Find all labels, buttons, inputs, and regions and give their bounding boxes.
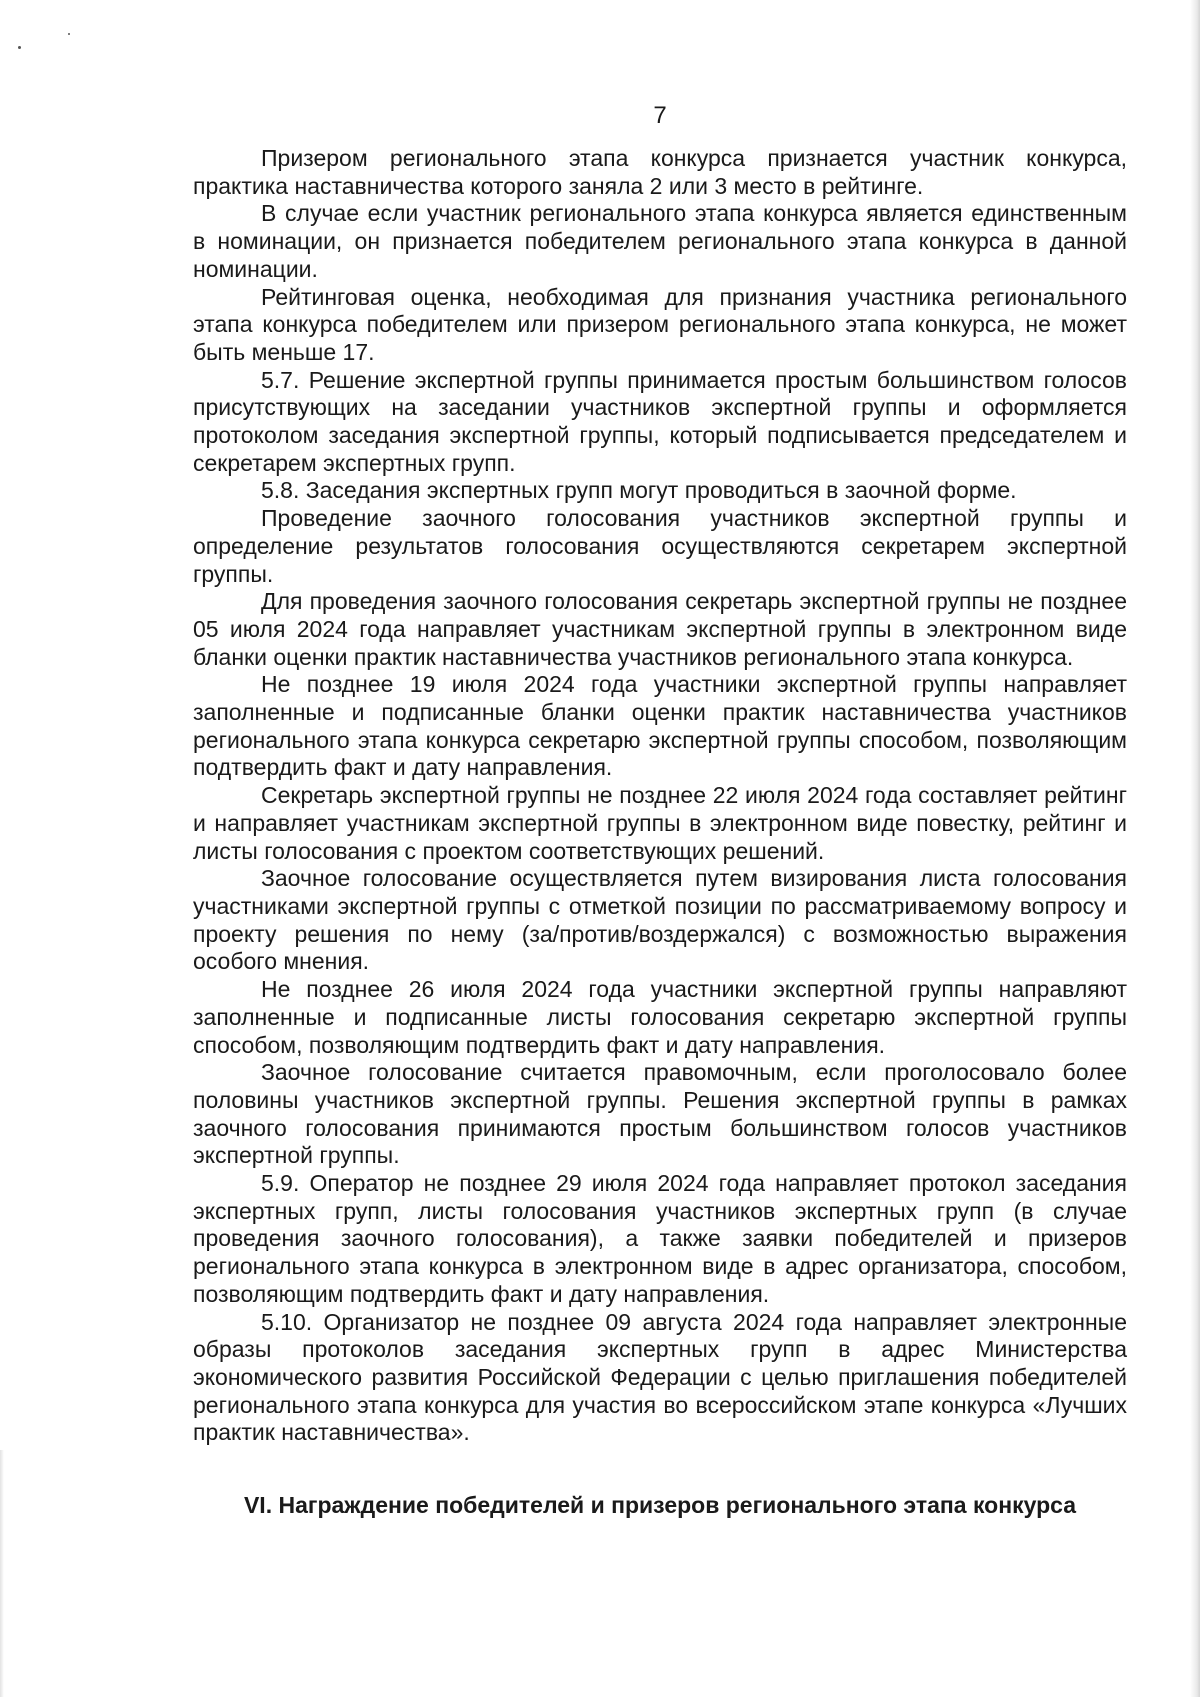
scan-page-shadow [0, 1450, 4, 1697]
scan-speck [68, 33, 70, 35]
paragraph: В случае если участник регионального этапа конкурса является единственным в номинации, он признается победителем регионального этапа конкурса в данной номинации. [193, 200, 1127, 282]
paragraph: 5.8. Заседания экспертных групп могут проводиться в заочной форме. [261, 477, 1017, 504]
paragraph: Заочное голосование считается правомочным, если проголосовало более половины участников экспертной группы. Решения экспертной группы в рамках заочного голосования принимаются простым большинством голосов участников экспертной группы. [193, 1059, 1127, 1169]
paragraph: Для проведения заочного голосования секретарь экспертной группы не позднее 05 июля 2024 года направляет участникам экспертной группы в электронном виде бланки оценки практик наставничества участников регионального этапа конкурса. [193, 588, 1127, 670]
scan-speck [18, 46, 21, 49]
paragraph: Проведение заочного голосования участников экспертной группы и определение результатов голосования осуществляются секретарем экспертной группы. [193, 505, 1127, 587]
body-text [193, 145, 1127, 1447]
paragraph: Секретарь экспертной группы не позднее 22 июля 2024 года составляет рейтинг и направляет участникам экспертной группы в электронном виде повестку, рейтинг и листы голосования с проектом соответствующих решений. [193, 782, 1127, 864]
paragraph: 5.7. Решение экспертной группы принимается простым большинством голосов присутствующих на заседании участников экспертной группы и оформляется протоколом заседания экспертной группы, который подписывается председателем и секретарем экспертных групп. [193, 366, 1127, 476]
paragraph: Заочное голосование осуществляется путем визирования листа голосования участниками экспертной группы с отметкой позиции по рассматриваемому вопросу и проекту решения по нему (за/против/воздержался) с возможностью выражения особого мнения. [193, 865, 1127, 975]
paragraph: Не позднее 19 июля 2024 года участники экспертной группы направляет заполненные и подписанные бланки оценки практик наставничества участников регионального этапа конкурса секретарю экспертной группы способом, позволяющим подтвердить факт и дату направления. [193, 671, 1127, 781]
paragraph: 5.10. Организатор не позднее 09 августа 2024 года направляет электронные образы протоколов заседания экспертных групп в адрес Министерства экономического развития Российской Федерации с целью приглашения победителей регионального этапа конкурса для участия во всероссийском этапе конкурса «Лучших практик наставничества». [193, 1308, 1127, 1446]
paragraph: 5.9. Оператор не позднее 29 июля 2024 года направляет протокол заседания экспертных групп, листы голосования участников экспертных групп (в случае проведения заочного голосования), а также заявки победителей и призеров регионального этапа конкурса в электронном виде в адрес организатора, способом, позволяющим подтвердить факт и дату направления. [193, 1170, 1127, 1307]
paragraph: Рейтинговая оценка, необходимая для признания участника регионального этапа конкурса победителем или призером регионального этапа конкурса, не может быть меньше 17. [193, 283, 1127, 365]
section-heading: VI. Награждение победителей и призеров регионального этапа конкурса [243, 1492, 1077, 1518]
paragraph: Призером регионального этапа конкурса признается участник конкурса, практика наставничества которого заняла 2 или 3 место в рейтинге. [193, 145, 1127, 199]
paragraph: Не позднее 26 июля 2024 года участники экспертной группы направляют заполненные и подписанные листы голосования секретарю экспертной группы способом, позволяющим подтвердить факт и дату направления. [193, 976, 1127, 1058]
scan-page-edge [1190, 0, 1200, 1697]
page-number: 7 [653, 102, 667, 129]
